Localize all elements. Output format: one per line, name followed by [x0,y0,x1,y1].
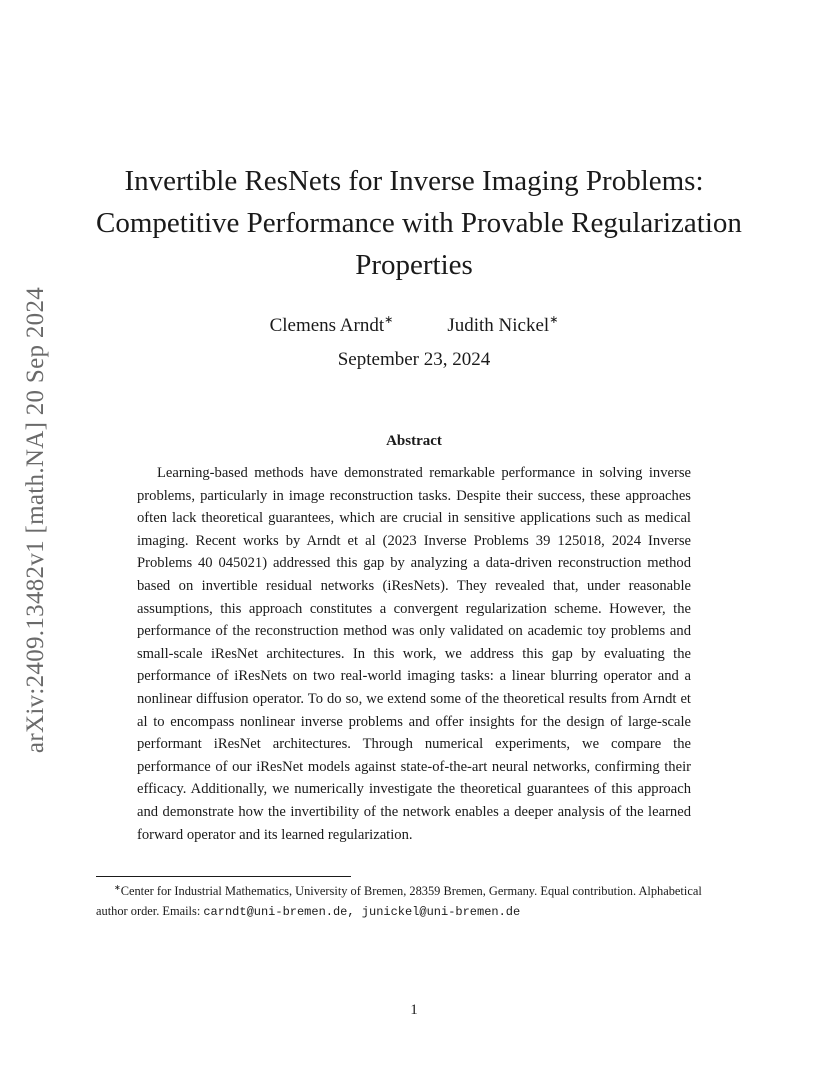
abstract-heading: Abstract [386,433,442,449]
footnote [96,878,732,922]
author-name: Clemens Arndt [269,315,385,336]
author-footnote-mark: ∗ [549,314,559,326]
footnote-emails: carndt@uni-bremen.de, junickel@uni-bremen.de [203,905,521,919]
publication-date: September 23, 2024 [337,349,491,370]
author [270,306,394,340]
title-line: Invertible ResNets for Inverse Imaging Problems: [124,165,704,197]
footnote-divider [96,876,351,877]
arxiv-identifier: arXiv:2409.13482v1 [math.NA] 20 Sep 2024 [22,286,49,754]
title-line: Properties [355,249,473,281]
page-number: 1 [410,1002,418,1018]
author [447,306,558,340]
title-line: Competitive Performance with Provable Regularization [96,207,742,239]
footnote-mark: ∗ [114,883,121,892]
author-list [96,306,732,340]
author-footnote-mark: ∗ [384,314,394,326]
abstract-text: Learning-based methods have demonstrated remarkable performance in solving inverse problems, particularly in image reconstruction tasks. Despite their success, these approaches often lack theoretical guarantees, which are crucial in sensitive applications such as medical imaging. Recent works by Arndt et al (2023 Inverse Problems 39 125018, 2024 Inverse Problems 40 045021) addressed this gap by analyzing a data-driven reconstruction method based on invertible residual networks (iResNets). They revealed that, under reasonable assumptions, this approach constitutes a convergent regularization scheme. However, the performance of the reconstruction method was only validated on academic toy problems and small-scale iResNet architectures. In this work, we address this gap by evaluating the performance of iResNets on two real-world imaging tasks: a linear blurring operator and a nonlinear diffusion operator. To do so, we extend some of the theoretical results from Arndt et al to encompass nonlinear inverse problems and offer insights for the design of large-scale performant iResNet architectures. Through numerical experiments, we compare the performance of our iResNet models against state-of-the-art neural networks, confirming their efficacy. Additionally, we numerically investigate the theoretical guarantees of this approach and demonstrate how the invertibility of the network enables a deeper analysis of the learned forward operator and its learned regularization. [137,465,691,843]
footnote-text: Center for Industrial Mathematics, University of Bremen, 28359 Bremen, Germany. Equal contribution. Alphabetical author order. Emails: [96,884,702,918]
author-name: Judith Nickel [447,315,550,336]
paper-title [96,160,742,286]
